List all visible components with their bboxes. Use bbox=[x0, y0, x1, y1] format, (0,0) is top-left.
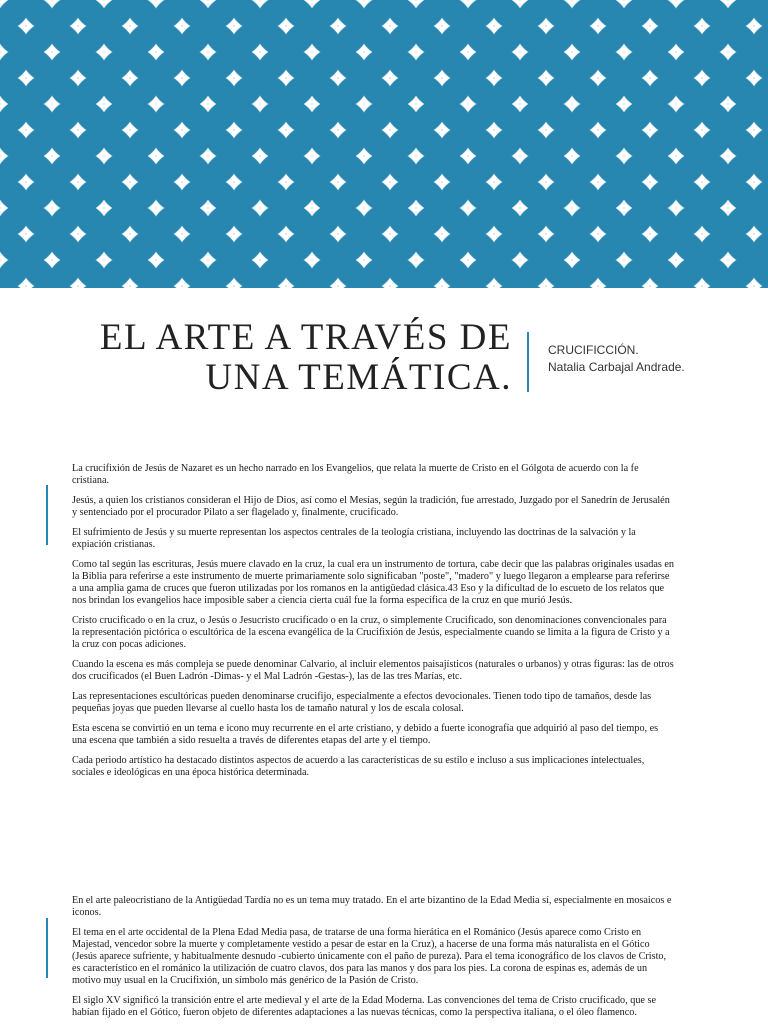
paragraph: En el arte paleocristiano de la Antigüedad Tardía no es un tema muy tratado. En el arte bizantino de la Edad Media sí, especialmente en mosaicos e iconos. bbox=[72, 895, 672, 918]
subtitle-author: Natalia Carbajal Andrade. bbox=[548, 360, 685, 374]
paragraph: La crucifixión de Jesús de Nazaret es un hecho narrado en los Evangelios, que relata la muerte de Cristo en el Gólgota de acuerdo con la fe cristiana. bbox=[72, 463, 639, 486]
decorative-pattern-banner bbox=[0, 0, 768, 288]
paragraph: El siglo XV significó la transición entre el arte medieval y el arte de la Edad Moderna. Las convenciones del tema de Cristo crucificado, que se habían fijado en el Gótico, fueron objeto de diferentes adaptaciones a las nuevas técnicas, como la perspectiva italiana, o el óleo flamenco. bbox=[72, 995, 656, 1018]
slide-title bbox=[40, 318, 512, 398]
title-line-2: UNA TEMÁTICA. bbox=[205, 357, 512, 398]
paragraph: Cristo crucificado o en la cruz, o Jesús o Jesucristo crucificado o en la cruz, o simplemente Crucificado, son denominaciones convencionales para la representación pictórica o escultórica de la escena evangélica de la Crucifixión de Jesús, especialmente cuando se limita a la figura de Cristo y a la cruz con pocas adiciones. bbox=[72, 615, 670, 650]
paragraph: El tema en el arte occidental de la Plena Edad Media pasa, de tratarse de una forma hierática en el Románico (Jesús aparece como Cristo en Majestad, vencedor sobre la muerte y completamente vestido a pesar de estar en la Cruz), a hacerse de una forma más naturalista en el Gótico (Jesús aparece sufriente, y habitualmente desnudo -cubierto únicamente con el paño de pureza). Para el tema iconográfico de los clavos de Cristo, es característico en el románico la utilización de cuatro clavos, dos para las manos y dos para los pies. La corona de espinas es, además de un motivo muy usual en la Crucifixión, un símbolo más genérico de la Pasión de Cristo. bbox=[72, 927, 667, 986]
paragraph: Las representaciones escultóricas pueden denominarse crucifijo, especialmente a efectos devocionales. Tienen todo tipo de tamaños, desde las pequeñas joyas que pueden llevarse al cuello hasta los de tamaño natural y los de escala colosal. bbox=[72, 691, 652, 714]
subtitle-topic: CRUCIFICCIÓN. bbox=[548, 343, 639, 357]
accent-bar-2 bbox=[46, 918, 48, 978]
text-block-1 bbox=[72, 463, 674, 787]
paragraph: Esta escena se convirtió en un tema e icono muy recurrente en el arte cristiano, y debido a fuerte iconografía que adquirió al paso del tiempo, es una escena que también a sido resuelta a través de diferentes etapas del arte y el tiempo. bbox=[72, 723, 659, 746]
title-line-1: EL ARTE A TRAVÉS DE bbox=[99, 317, 512, 358]
paragraph: Cuando la escena es más compleja se puede denominar Calvario, al incluir elementos paisajísticos (naturales o urbanos) y otras figuras: las de otros dos crucificados (el Buen Ladrón -Dimas- y el Mal Ladrón -Gestas-), las de las tres Marías, etc. bbox=[72, 659, 674, 682]
paragraph: Como tal según las escrituras, Jesús muere clavado en la cruz, la cual era un instrumento de tortura, cabe decir que las palabras originales usadas en la Biblia para referirse a este instrumento de muerte primariamente solo significaban "poste", "madero" y luego llegaron a emplearse para referirse a una amplia gama de cruces que fueron utilizadas por los romanos en la antigüedad clásica.43 Eso y la dificultad de lo escueto de los relatos que nos brindan los evangelios hace imposible saber a ciencia cierta cuál fue la forma específica de la cruz en que murió Jesús. bbox=[72, 559, 674, 606]
slide-subtitle bbox=[548, 342, 763, 376]
accent-bar-1 bbox=[46, 485, 48, 545]
paragraph: Jesús, a quien los cristianos consideran el Hijo de Dios, así como el Mesías, según la tradición, fue arrestado, Juzgado por el Sanedrín de Jerusalén y sentenciado por el procurador Pilato a ser flagelado y, finalmente, crucificado. bbox=[72, 495, 670, 518]
paragraph: El sufrimiento de Jesús y su muerte representan los aspectos centrales de la teología cristiana, incluyendo las doctrinas de la salvación y la expiación cristianas. bbox=[72, 527, 636, 550]
title-divider bbox=[527, 332, 529, 392]
paragraph: Cada periodo artístico ha destacado distintos aspectos de acuerdo a las características de su estilo e incluso a sus implicaciones intelectuales, sociales e ideológicas en una época histórica determinada. bbox=[72, 755, 645, 778]
text-block-2 bbox=[72, 895, 674, 1027]
